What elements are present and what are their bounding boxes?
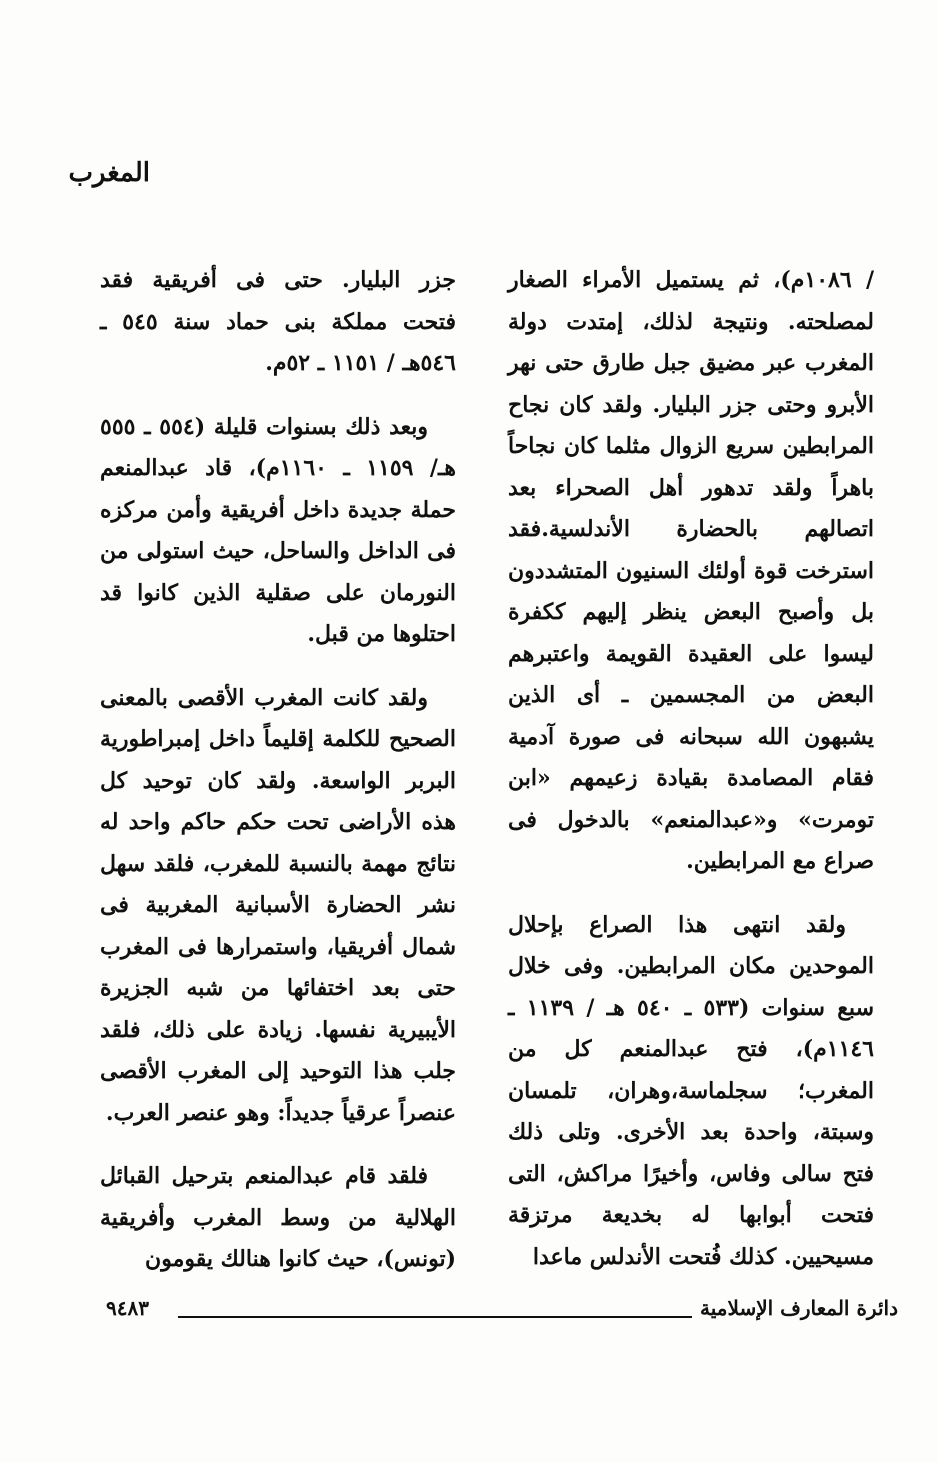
paragraph: جزر البليار. حتى فى أفريقية فقد فتحت مملكة بنى حماد سنة ٥٤٥ ـ ٥٤٦هـ / ١١٥١ ـ ٥٢م. xyxy=(100,267,456,376)
right-column xyxy=(508,260,874,1300)
paragraph: وبعد ذلك بسنوات قليلة (٥٥٤ ـ ٥٥٥ هـ/ ١١٥٩ ـ ١١٦٠م)، قاد عبدالمنعم حملة جديدة داخل أفريقية وأمن مركزه فى الداخل والساحل، حيث استولى من النورمان على صقلية الذين كانوا قد احتلوها من قبل. xyxy=(100,413,456,647)
paragraph: / ١٠٨٦م)، ثم يستميل الأمراء الصغار لمصلحته. ونتيجة لذلك، إمتدت دولة المغرب عبر مضيق جبل طارق حتى نهر الأبرو وحتى جزر البليار. ولقد كان نجاح المرابطين سريع الزوال مثلما كان نجاحاً باهراً ولقد تدهور أهل الصحراء بعد اتصالهم بالحضارة الأندلسية.فقد استرخت قوة أولئك السنيون المتشددون بل وأصبح البعض ينظر إليهم ككفرة ليسوا على العقيدة القويمة واعتبرهم البعض من المجسمين ـ أى الذين يشبهون الله سبحانه فى صورة آدمية فقام المصامدة بقيادة زعيمهم «ابن تومرت» و«عبدالمنعم» بالدخول فى صراع مع المرابطين. xyxy=(508,267,874,874)
page-footer xyxy=(106,1296,898,1328)
page-number: ٩٤٨٣ xyxy=(106,1296,149,1320)
paragraph: فلقد قام عبدالمنعم بترحيل القبائل الهلالية من وسط المغرب وأفريقية (تونس)، حيث كانوا هنالك يقومون xyxy=(100,1163,456,1272)
encyclopedia-title: دائرة المعارف الإسلامية xyxy=(700,1296,898,1320)
footer-rule xyxy=(178,1316,692,1318)
paragraph: ولقد كانت المغرب الأقصى بالمعنى الصحيح للكلمة إقليماً داخل إمبراطورية البربر الواسعة. ولقد كان توحيد كل هذه الأراضى تحت حكم حاكم واحد له نتائج مهمة بالنسبة للمغرب، فلقد سهل نشر الحضارة الأسبانية المغربية فى شمال أفريقيا، واستمرارها فى المغرب حتى بعد اختفائها من شبه الجزيرة الأيبيرية نفسها. زيادة على ذلك، فلقد جلب هذا التوحيد إلى المغرب الأقصى عنصراً عرقياً جديداً: وهو عنصر العرب. xyxy=(100,684,456,1126)
left-column xyxy=(100,260,456,1303)
running-title: المغرب xyxy=(68,158,150,188)
paragraph: ولقد انتهى هذا الصراع بإحلال الموحدين مكان المرابطين. وفى خلال سبع سنوات (٥٣٣ ـ ٥٤٠ هـ / ١١٣٩ ـ ١١٤٦م)، فتح عبدالمنعم كل من المغرب؛ سجلماسة،وهران، تلمسان وسبتة، واحدة بعد الأخرى. وتلى ذلك فتح سالى وفاس، وأخيرًا مراكش، التى فتحت أبوابها له بخديعة مرتزقة مسيحيين. كذلك فُتحت الأندلس ماعدا xyxy=(508,911,874,1270)
